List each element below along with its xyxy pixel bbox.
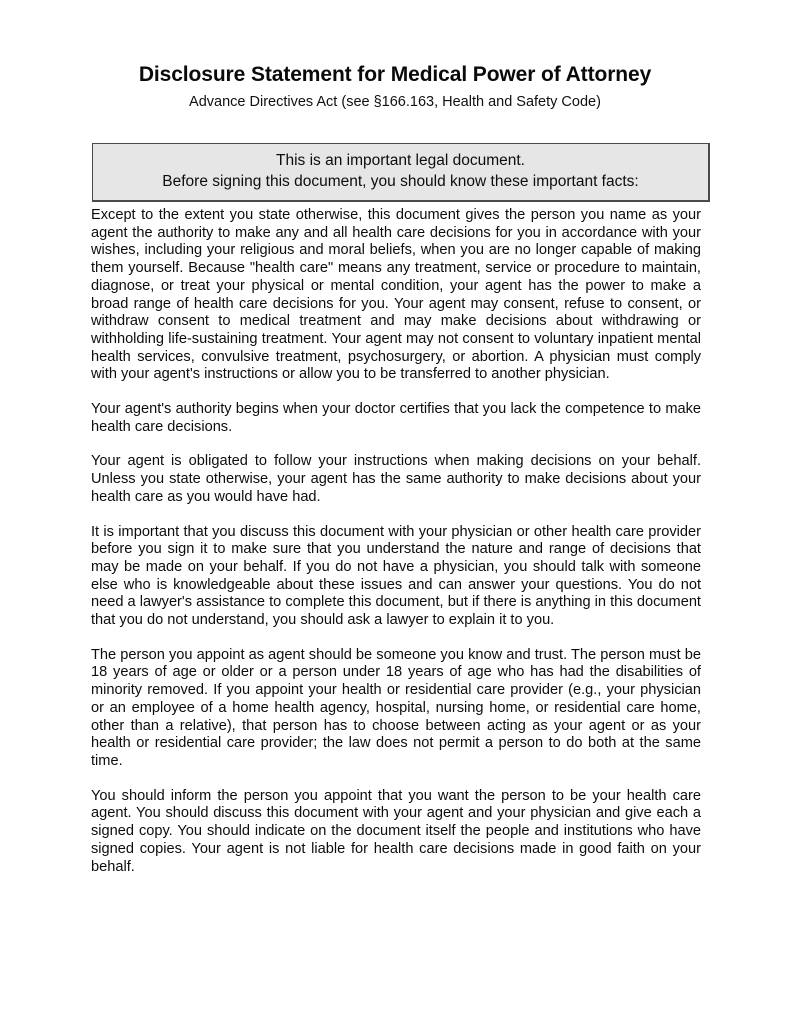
notice-line-2: Before signing this document, you should know these important facts:: [162, 173, 639, 190]
body-paragraph: Your agent is obligated to follow your instructions when making decisions on your behalf. Unless you state otherwise, your agent has the same authority to make decisions about your health care as you would have had.: [91, 453, 701, 505]
body-paragraph: Your agent's authority begins when your doctor certifies that you lack the competence to make health care decisions.: [91, 401, 701, 435]
page-title: Disclosure Statement for Medical Power of Attorney: [138, 63, 652, 86]
body-paragraph: You should inform the person you appoint that you want the person to be your health care agent. You should discuss this document with your agent and your physician and give each a signed copy. You should indicate on the document itself the people and institutions who have signed copies. Your agent is not liable for health care decisions made in good faith on your behalf.: [91, 787, 701, 875]
important-notice-box: [92, 143, 710, 202]
page-subtitle: Advance Directives Act (see §166.163, Health and Safety Code): [189, 94, 601, 110]
title-block: [0, 62, 790, 112]
notice-line-1: This is an important legal document.: [276, 152, 525, 169]
body-paragraph: Except to the extent you state otherwise, this document gives the person you name as your agent the authority to make any and all health care decisions for you in accordance with your wishes, including your religious and moral beliefs, when you are no longer capable of making them yourself. Because "health care" means any treatment, service or procedure to maintain, diagnose, or treat your physical or mental condition, your agent has the power to make a broad range of health care decisions for you. Your agent may consent, refuse to consent, or withdraw consent to medical treatment and may make decisions about withdrawing or withholding life-sustaining treatment. Your agent may not consent to voluntary inpatient mental health services, convulsive treatment, psychosurgery, or abortion. A physician must comply with your agent's instructions or allow you to be transferred to another physician.: [91, 207, 701, 383]
body-text-column: [91, 207, 701, 876]
body-paragraph: It is important that you discuss this document with your physician or other health care provider before you sign it to make sure that you understand the nature and range of decisions that may be made on your behalf. If you do not have a physician, you should talk with someone else who is knowledgeable about these issues and can answer your questions. You do not need a lawyer's assistance to complete this document, but if there is anything in this document that you do not understand, you should ask a lawyer to explain it to you.: [91, 523, 701, 629]
body-paragraph: The person you appoint as agent should be someone you know and trust. The person must be 18 years of age or older or a person under 18 years of age who has had the disabilities of minority removed. If you appoint your health or residential care provider (e.g., your physician or an employee of a home health agency, hospital, nursing home, or residential care home, other than a relative), that person has to choose between acting as your agent or as your health or residential care provider; the law does not permit a person to do both at the same time.: [91, 646, 701, 769]
